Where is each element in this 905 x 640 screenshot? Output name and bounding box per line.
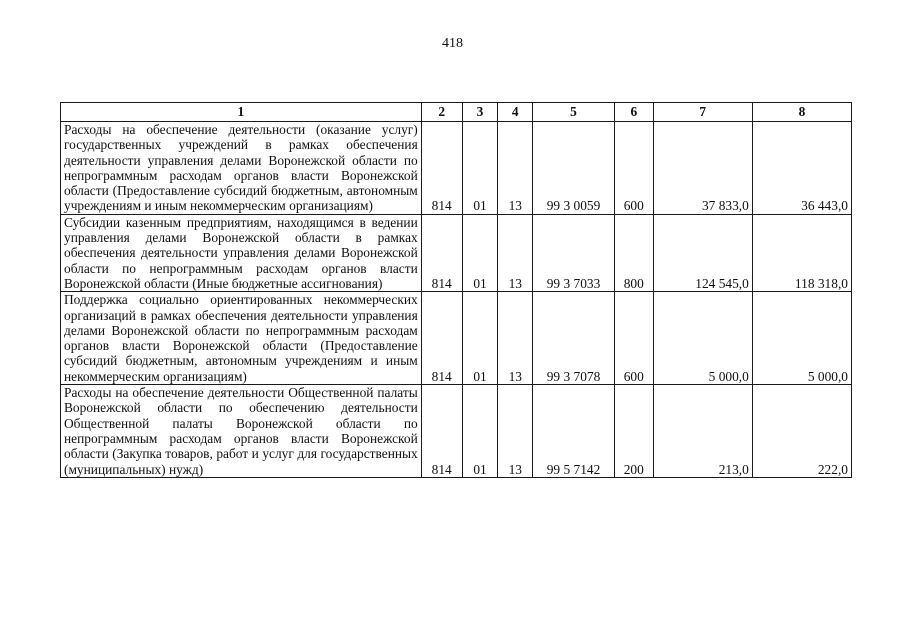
column-header-7: 7 [653, 103, 752, 122]
column-header-8: 8 [752, 103, 851, 122]
expense-type-code: 800 [614, 214, 653, 291]
column-header-4: 4 [498, 103, 533, 122]
target-article-code: 99 3 0059 [533, 122, 615, 215]
ministry-code: 814 [421, 214, 462, 291]
amount-col-7: 5 000,0 [653, 292, 752, 385]
amount-col-8: 5 000,0 [752, 292, 851, 385]
table-header-row [61, 103, 852, 122]
budget-table [60, 102, 852, 478]
subsection-code: 13 [498, 292, 533, 385]
amount-col-7: 124 545,0 [653, 214, 752, 291]
target-article-code: 99 5 7142 [533, 385, 615, 478]
amount-col-7: 213,0 [653, 385, 752, 478]
table-row [61, 122, 852, 215]
amount-col-8: 118 318,0 [752, 214, 851, 291]
column-header-3: 3 [462, 103, 498, 122]
amount-col-8: 36 443,0 [752, 122, 851, 215]
row-description: Поддержка социально ориентированных некоммерческих организаций в рамках обеспечения деятельности управления делами Воронежской области по непрограммным расходам органов власти Воронежской области (Предоставление субсидий бюджетным, автономным учреждениям и иным некоммерческим организациям) [61, 292, 422, 385]
page-number: 418 [442, 36, 463, 51]
table-row [61, 385, 852, 478]
amount-col-8: 222,0 [752, 385, 851, 478]
row-description: Субсидии казенным предприятиям, находящимся в ведении управления делами Воронежской области в рамках обеспечения деятельности управления делами Воронежской области по непрограммным расходам органов власти Воронежской области (Иные бюджетные ассигнования) [61, 214, 422, 291]
section-code: 01 [462, 385, 498, 478]
table-row [61, 214, 852, 291]
subsection-code: 13 [498, 385, 533, 478]
expense-type-code: 600 [614, 292, 653, 385]
amount-col-7: 37 833,0 [653, 122, 752, 215]
column-header-1: 1 [61, 103, 422, 122]
column-header-6: 6 [614, 103, 653, 122]
expense-type-code: 200 [614, 385, 653, 478]
table-row [61, 292, 852, 385]
subsection-code: 13 [498, 122, 533, 215]
subsection-code: 13 [498, 214, 533, 291]
column-header-2: 2 [421, 103, 462, 122]
column-header-5: 5 [533, 103, 615, 122]
ministry-code: 814 [421, 292, 462, 385]
target-article-code: 99 3 7033 [533, 214, 615, 291]
target-article-code: 99 3 7078 [533, 292, 615, 385]
row-description: Расходы на обеспечение деятельности (оказание услуг) государственных учреждений в рамках обеспечения деятельности управления делами Воронежской области по непрограммным расходам органов власти Воронежской области (Предоставление субсидий бюджетным, автономным учреждениям и иным некоммерческим организациям) [61, 122, 422, 215]
ministry-code: 814 [421, 385, 462, 478]
section-code: 01 [462, 292, 498, 385]
ministry-code: 814 [421, 122, 462, 215]
section-code: 01 [462, 214, 498, 291]
row-description: Расходы на обеспечение деятельности Общественной палаты Воронежской области по обеспечению деятельности Общественной палаты Воронежской области по непрограммным расходам органов власти Воронежской области (Закупка товаров, работ и услуг для государственных (муниципальных) нужд) [61, 385, 422, 478]
section-code: 01 [462, 122, 498, 215]
expense-type-code: 600 [614, 122, 653, 215]
